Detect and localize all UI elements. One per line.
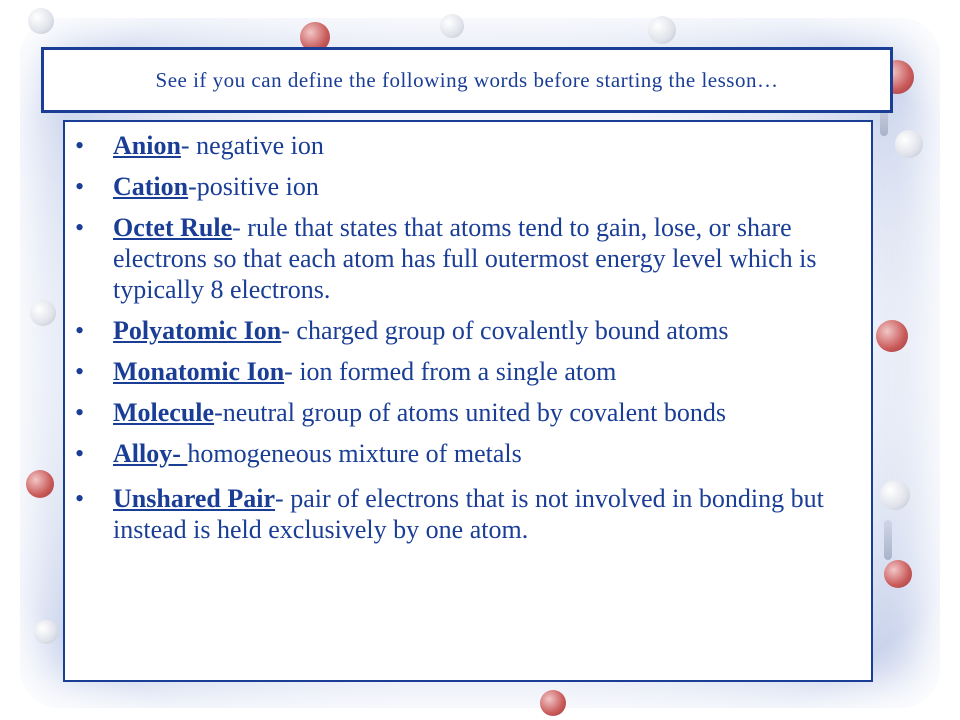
vocabulary-item-polyatomic-ion	[65, 315, 871, 346]
term-word: Octet Rule	[113, 213, 233, 242]
vocabulary-item-octet-rule	[65, 212, 871, 305]
molecule-ball-decoration	[30, 300, 56, 326]
molecule-ball-decoration	[26, 470, 54, 498]
vocabulary-item-cation	[65, 171, 871, 202]
molecule-ball-decoration	[895, 130, 923, 158]
molecule-ball-decoration	[440, 14, 464, 38]
molecule-ball-decoration	[648, 16, 676, 44]
bullet: •	[75, 398, 85, 427]
bullet: •	[75, 357, 85, 386]
term-word: Cation	[113, 172, 189, 201]
term-word: Unshared Pair	[113, 484, 276, 513]
bullet: •	[75, 439, 85, 468]
vocabulary-list	[65, 122, 871, 545]
bullet: •	[75, 316, 85, 345]
molecule-ball-decoration	[876, 320, 908, 352]
molecule-ball-decoration	[34, 620, 58, 644]
molecule-bond-decoration	[884, 520, 892, 560]
vocabulary-item-anion	[65, 130, 871, 161]
term-definition: - pair of electrons that is not involved in bonding but instead is held exclusively by one atom.	[113, 484, 824, 544]
bullet: •	[75, 484, 85, 513]
lesson-prompt-text: See if you can define the following words before starting the lesson…	[155, 67, 779, 92]
molecule-ball-decoration	[28, 8, 54, 34]
lesson-prompt-banner	[41, 47, 893, 113]
vocabulary-item-monatomic-ion	[65, 356, 871, 387]
vocabulary-item-molecule	[65, 397, 871, 428]
term-definition: - negative ion	[180, 131, 324, 160]
vocabulary-list-panel	[63, 120, 873, 682]
molecule-ball-decoration	[880, 480, 910, 510]
term-definition: -positive ion	[188, 172, 319, 201]
term-definition: - charged group of covalently bound atoms	[281, 316, 729, 345]
molecule-ball-decoration	[540, 690, 566, 716]
bullet: •	[75, 172, 85, 201]
bullet: •	[75, 213, 85, 242]
vocabulary-item-alloy	[65, 438, 871, 469]
term-word: Molecule	[113, 398, 215, 427]
vocabulary-item-unshared-pair	[65, 483, 871, 545]
term-word: Anion	[113, 131, 181, 160]
term-word: Alloy-	[113, 439, 188, 468]
term-definition: homogeneous mixture of metals	[187, 439, 522, 468]
term-word: Polyatomic Ion	[113, 316, 282, 345]
term-word: Monatomic Ion	[113, 357, 285, 386]
bullet: •	[75, 131, 85, 160]
term-definition: - rule that states that atoms tend to gain, lose, or share electrons so that each atom has full outermost energy level which is typically 8 electrons.	[113, 213, 817, 304]
term-definition: -neutral group of atoms united by covalent bonds	[214, 398, 727, 427]
term-definition: - ion formed from a single atom	[284, 357, 617, 386]
molecule-ball-decoration	[884, 560, 912, 588]
